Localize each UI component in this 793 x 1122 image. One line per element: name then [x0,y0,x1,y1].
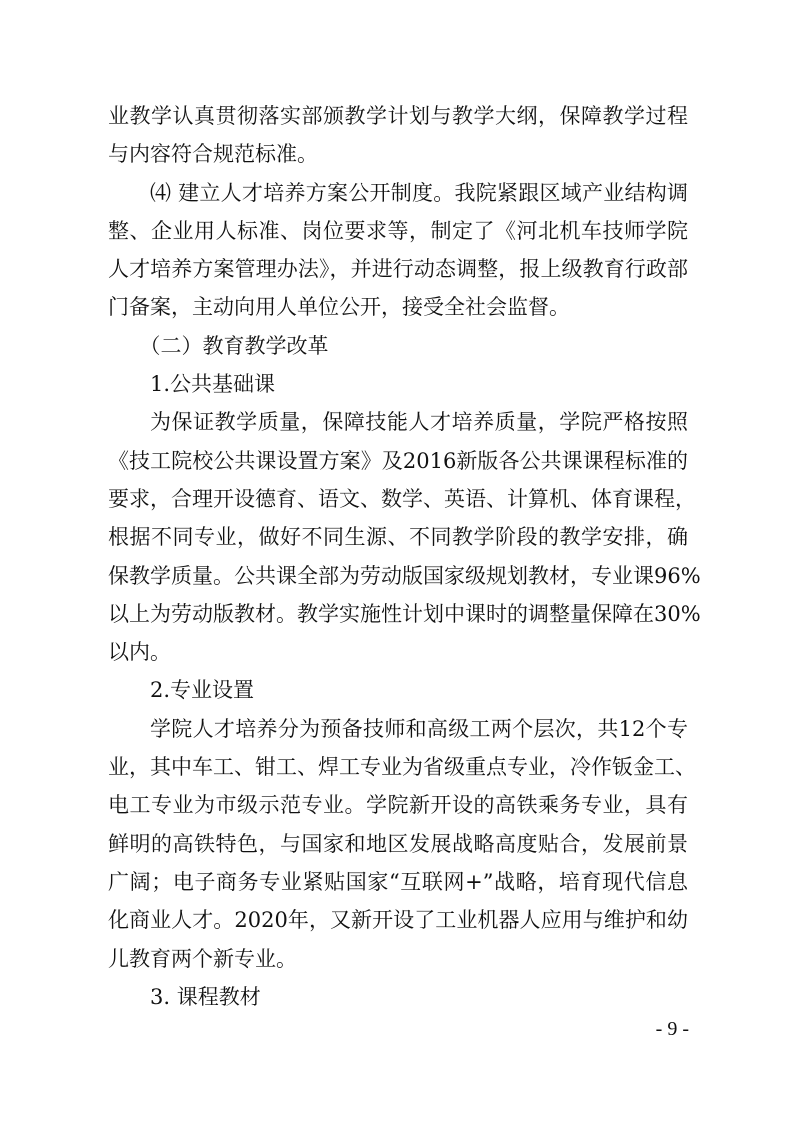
line-text: ⑷ 建立人才培养方案公开制度。我院紧跟区域产业结构调 [150,180,688,205]
line-text: 鲜明的高铁特色，与国家和地区发展战略高度贴合，发展前景 [108,831,688,856]
line-text: （二）教育教学改革 [139,333,329,358]
text-line [108,518,688,556]
line-text: 2.专业设置 [150,678,255,703]
text-line [108,365,688,403]
text-line [108,135,688,173]
line-text: 电工专业为市级示范专业。学院新开设的高铁乘务专业，具有 [108,793,688,818]
text-line [108,288,688,326]
text-line [108,978,688,1016]
line-text: 业，其中车工、钳工、焊工专业为省级重点专业，冷作钣金工、 [108,755,696,780]
text-line [108,748,696,786]
line-text: 人才培养方案管理办法》，并进行动态调整，报上级教育行政部 [108,257,688,282]
text-line [108,442,688,480]
line-text: 学院人才培养分为预备技师和高级工两个层次，共12个专 [150,716,688,741]
text-line [108,403,688,441]
line-text: 广阔；电子商务专业紧贴国家“互联网+”战略，培育现代信息 [108,869,688,894]
text-line [108,671,688,709]
text-line [108,940,688,978]
line-text: 与内容符合规范标准。 [108,142,318,167]
text-line [108,480,696,518]
line-text: 化商业人才。2020年，又新开设了工业机器人应用与维护和幼 [108,908,688,933]
line-text: 要求，合理开设德育、语文、数学、英语、计算机、体育课程， [108,486,696,511]
section-heading [108,327,688,365]
text-line [108,786,688,824]
text-line [108,825,688,863]
text-line [108,633,688,671]
text-line [108,250,688,288]
line-text: 根据不同专业，做好不同生源、不同教学阶段的教学安排，确 [108,525,688,550]
line-text: 以内。 [108,640,171,665]
page-number: - 9 - [655,1018,689,1040]
line-text: 业教学认真贯彻落实部颁教学计划与教学大纲，保障教学过程 [108,104,688,128]
text-line [108,901,688,939]
text-line [108,595,701,633]
line-text: 以上为劳动版教材。教学实施性计划中课时的调整量保障在30% [108,601,701,626]
line-text: 保教学质量。公共课全部为劳动版国家级规划教材，专业课96% [108,563,701,588]
line-text: 《技工院校公共课设置方案》及2016新版各公共课课程标准的 [108,448,688,473]
text-line [108,97,688,135]
line-text: 整、企业用人标准、岗位要求等，制定了《河北机车技师学院 [108,218,688,243]
line-text: 1.公共基础课 [150,372,276,397]
text-line [108,710,688,748]
text-line [108,174,688,212]
line-text: 3. 课程教材 [150,984,261,1009]
text-line [108,212,688,250]
line-text: 儿教育两个新专业。 [108,946,297,971]
text-line [108,557,701,595]
line-text: 为保证教学质量，保障技能人才培养质量，学院严格按照 [150,410,688,435]
line-text: 门备案，主动向用人单位公开，接受全社会监督。 [108,295,570,320]
text-line [108,863,688,901]
body-text [108,97,701,1016]
